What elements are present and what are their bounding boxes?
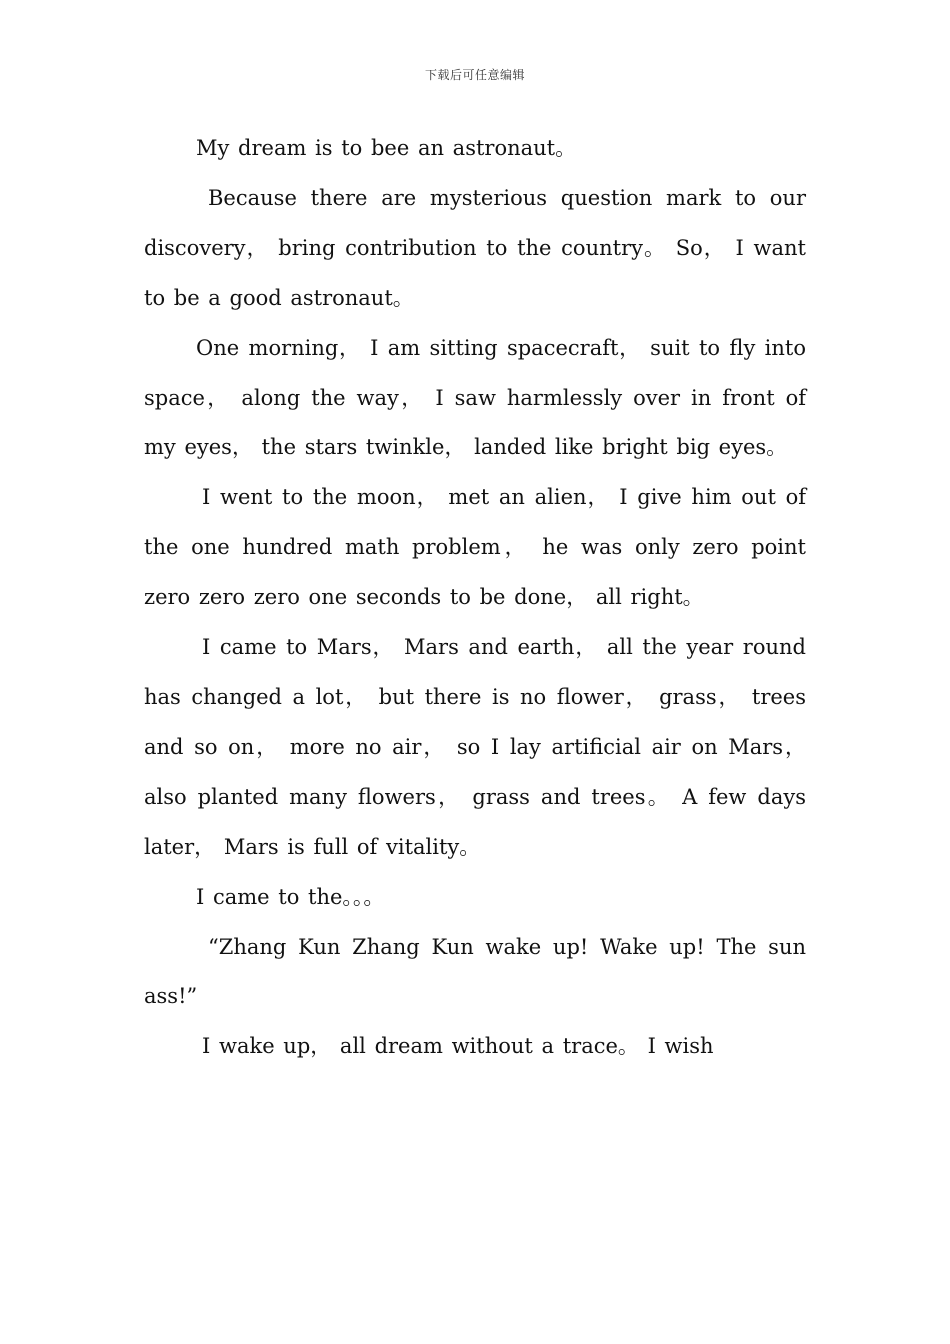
article-body bbox=[144, 124, 806, 1072]
header-note: 下载后可任意编辑 bbox=[424, 68, 525, 82]
paragraph: “Zhang Kun Zhang Kun wake up! Wake up! The sun ass!” bbox=[144, 934, 806, 1009]
paragraph: I went to the moon， met an alien， I give him out of the one hundred math problem， he was only zero point zero zero zero one seconds to be done， all right。 bbox=[144, 485, 806, 610]
paragraph: I came to the。。。 bbox=[196, 884, 385, 909]
paragraph: One morning， I am sitting spacecraft， suit to fly into space， along the way， I saw harmlessly over in front of my eyes， the stars twinkle， landed like bright big eyes。 bbox=[144, 335, 806, 460]
paragraph: My dream is to bee an astronaut。 bbox=[196, 136, 577, 160]
paragraph: Because there are mysterious question mark to our discovery， bring contribution to the country。 So， I want to be a good astronaut。 bbox=[144, 185, 806, 310]
paragraph: I came to Mars， Mars and earth， all the year round has changed a lot， but there is no flower， grass， trees and so on， more no air， so I lay artificial air on Mars， also planted many flowers， grass and trees。 A few days later， Mars is full of vitality。 bbox=[144, 635, 806, 859]
paragraph: I wake up， all dream without a trace。 I wish bbox=[202, 1034, 714, 1059]
